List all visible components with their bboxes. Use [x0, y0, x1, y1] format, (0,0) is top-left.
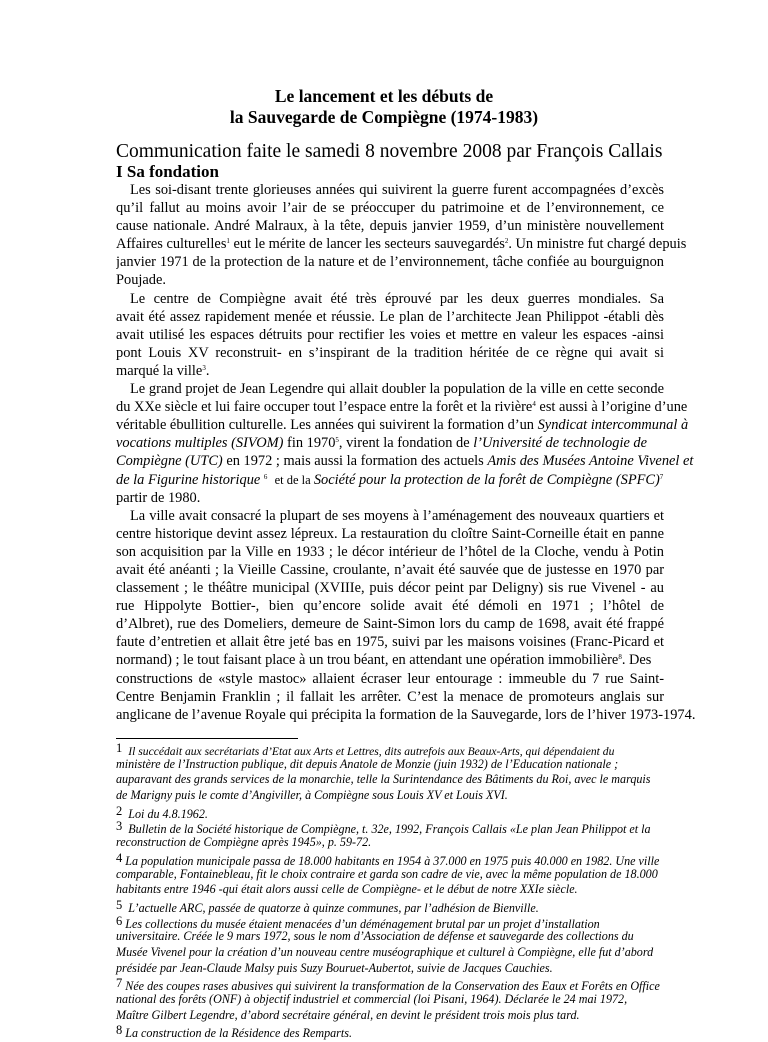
footnote-3 — [116, 819, 664, 835]
footnote-text: L’actuelle ARC, passée de quatorze à quinze communes, par l’adhésion de Bienville. — [128, 900, 539, 915]
p3-line-5 — [116, 452, 694, 470]
footnote-4 — [116, 851, 664, 867]
text-run: , virent la fondation de — [338, 435, 474, 452]
p3-line-2 — [116, 398, 688, 416]
p4-line-10: constructions de «style mastoc» allaient écraser leur entourage : immeuble du 7 rue Saint- — [116, 670, 664, 687]
footnote-5 — [116, 898, 664, 914]
footnote-ref: 8 — [618, 653, 622, 662]
p4-line-6: rue Hippolyte Bottier-, bien qu’encore solide avait été démoli en 1971 ; l’hôtel de — [116, 598, 664, 615]
title-line-1: Le lancement et les débuts de — [274, 86, 494, 106]
p1-line-2: qu’il fallut au moins avoir l’air de se préoccuper du patrimoine et de l’environnement, ce — [116, 200, 664, 217]
italic-run: Compiègne (UTC) — [116, 453, 223, 470]
footnote-text: Les collections du musée étaient menacées d’un déménagement brutal par un projet d’installation — [125, 916, 600, 931]
p3-line-3 — [116, 416, 689, 434]
p1-line-5: janvier 1971 de la protection de la nature et de l’environnement, tâche confiée au bourguignon — [116, 254, 664, 271]
p4-line-8: faute d’entretien et allait être jeté bas en 1975, suivi par les maisons voisines (Franc-Picard et — [116, 634, 664, 651]
text-run: . Un ministre fut chargé depuis — [508, 236, 687, 253]
footnote-number: 6 — [116, 913, 123, 928]
section-heading: I Sa fondation — [116, 162, 219, 181]
italic-run: l’Université de technologie de — [473, 435, 648, 452]
text-run: . Des — [621, 652, 652, 669]
footnote-ref: 3 — [202, 363, 206, 372]
text-run: . — [205, 362, 210, 379]
p1-line-1: Les soi-disant trente glorieuses années qui suivirent la guerre furent accompagnées d’excès — [130, 182, 664, 198]
p2-line-2: avait été assez rapidement menée et réussie. Le plan de l’architecte Jean Philippot -établi dès — [116, 308, 664, 325]
footnote-1-line: ministère de l’Instruction publique, dit depuis Anatole de Monzie (juin 1932) de l’Education nationale ; — [116, 756, 619, 771]
footnote-number: 7 — [116, 976, 123, 991]
footnote-text: La construction de la Résidence des Remparts. — [125, 1026, 352, 1041]
p3-line-6 — [116, 471, 664, 489]
text-run: et de la — [274, 472, 314, 487]
footnote-7 — [116, 976, 664, 992]
p1-line-6: Poujade. — [116, 272, 166, 289]
footnote-number: 8 — [116, 1023, 123, 1038]
text-run: en 1972 ; mais aussi la formation des actuels — [222, 453, 488, 470]
p4-line-3: son acquisition par la Ville en 1933 ; le décor intérieur de l’hôtel de la Cloche, vendu à Potin — [116, 543, 664, 560]
footnote-number: 3 — [116, 819, 123, 834]
footnote-ref: 6 — [263, 472, 268, 481]
footnote-1-line: de Marigny puis le comte d’Angiviller, à Compiègne sous Louis XV et Louis XVI. — [116, 788, 508, 803]
text-run: fin 1970 — [283, 435, 336, 452]
footnote-6-line: Musée Vivenel pour la création d’un nouveau centre muséographique et culturel à Compiègne, elle fut d’abord — [116, 944, 654, 959]
italic-run: Amis des Musées Antoine Vivenel et — [487, 453, 694, 470]
footnote-ref: 2 — [504, 237, 509, 246]
p1-line-4 — [116, 235, 687, 253]
text-run: eut le mérite de lancer les secteurs sauvegardés — [229, 236, 505, 253]
p3-line-7: partir de 1980. — [116, 489, 201, 506]
footnote-3-line: reconstruction de Compiègne après 1945», p. 59-72. — [116, 835, 372, 850]
p4-line-12: anglicane de l’avenue Royale qui précipita la formation de la Sauvegarde, lors de l’hiver 1973-1974. — [116, 706, 696, 723]
text-run: est aussi à l’origine d’une — [535, 399, 688, 416]
footnote-7-line: Maître Gilbert Legendre, d’abord secrétaire général, en devint le président trois mois plus tard. — [116, 1007, 580, 1022]
text-run: véritable ébullition culturelle. Les années qui suivirent la formation d’un — [116, 417, 538, 434]
footnote-4-line: comparable, Fontainebleau, fit le choix contraire et garda son cadre de vie, avec la même population de 18.000 — [116, 866, 658, 881]
footnote-text: Loi du 4.8.1962. — [128, 806, 208, 821]
text-run: du XXe siècle et lui faire occuper tout l’espace entre la forêt et la rivière — [116, 399, 533, 416]
footnote-number: 2 — [116, 803, 123, 818]
title-line-2: la Sauvegarde de Compiègne (1974-1983) — [229, 107, 539, 127]
p1-line-3: cause nationale. André Malraux, à la tête, depuis janvier 1959, d’un ministère nouvellement — [116, 218, 664, 235]
footnote-number: 5 — [116, 897, 123, 912]
communication-subtitle: Communication faite le samedi 8 novembre 2008 par François Callais — [116, 141, 663, 162]
p4-line-9 — [116, 651, 664, 669]
footnote-number: 4 — [116, 850, 123, 865]
p4-line-7: d’Albret), rue des Domeliers, demeure de Saint-Simon lors du camp de 1698, avait été frappé — [116, 616, 664, 633]
italic-run: Société pour la protection de la forêt de Compiègne (SPFC) — [313, 471, 660, 488]
footnote-ref: 4 — [532, 400, 536, 409]
p2-line-4: pont Louis XV reconstruit- en s’inspirant de la tradition héritée de ce règne qui avait si — [116, 344, 664, 361]
footnote-text: La population municipale passa de 18.000 habitants en 1954 à 37.000 en 1975 puis 40.000 en 1982. Une ville — [125, 853, 660, 868]
footnote-1 — [116, 741, 664, 757]
text-run: Affaires culturelles — [116, 236, 227, 253]
p3-line-4 — [116, 434, 664, 452]
p4-line-2: centre historique devint assez lépreux. La restauration du cloître Saint-Corneille était en panne — [116, 525, 664, 542]
text-run: marqué la ville — [116, 362, 203, 379]
footnote-text: Bulletin de la Société historique de Compiègne, t. 32e, 1992, François Callais «Le plan Jean Philippot et la — [128, 822, 651, 837]
footnote-text: Née des coupes rases abusives qui suivirent la transformation de la Conservation des Eaux et Forêts en Office — [125, 979, 660, 994]
p4-line-4: avait été anéanti ; la Vieille Cassine, croulante, n’avait été sauvée que de justesse en 1970 par — [116, 561, 664, 578]
footnote-ref: 5 — [335, 436, 339, 445]
footnote-text: Il succédait aux secrétariats d’Etat aux Arts et Lettres, dits autrefois aux Beaux-Arts, qui dépendaient du — [128, 745, 615, 758]
p4-line-11: Centre Benjamin Franklin ; il fallait les arrêter. C’est la menace de promoteurs anglais sur — [116, 688, 664, 705]
italic-run: vocations multiples (SIVOM) — [116, 435, 284, 452]
p3-line-1: Le grand projet de Jean Legendre qui allait doubler la population de la ville en cette seconde — [130, 381, 664, 398]
footnote-ref: 1 — [226, 237, 230, 246]
footnotes — [116, 741, 664, 1039]
footnote-4-line: habitants entre 1946 -qui était alors aussi celle de Compiègne- et le début de notre XXIe siècle. — [116, 882, 578, 897]
p4-line-5: classement ; le théâtre municipal (XVIIIe, puis décor peint par Deligny) sis rue Vivenel - au — [116, 580, 664, 597]
italic-run: Syndicat intercommunal à — [537, 417, 689, 434]
p2-line-5 — [116, 362, 664, 380]
body-text — [116, 181, 696, 724]
footnote-6-line: universitaire. Créée le 9 mars 1972, sous le nom d’Association de défense et sauvegarde des collections du — [116, 929, 634, 944]
p4-line-1: La ville avait consacré la plupart de ses moyens à l’aménagement des nouveaux quartiers et — [130, 507, 664, 524]
p2-line-1: Le centre de Compiègne avait été très éprouvé par les deux guerres mondiales. Sa — [130, 290, 664, 307]
footnote-number: 1 — [116, 741, 123, 755]
footnote-ref: 7 — [659, 472, 664, 481]
footnote-6 — [116, 914, 664, 930]
footnote-1-line: auparavant des grands services de la monarchie, telle la Surintendance des Bâtiments du Roi, avec le marquis — [116, 772, 651, 787]
footnote-separator — [116, 738, 298, 739]
p2-line-3: avait utilisé les espaces détruits pour rectifier les voies et mettre en valeur les espaces -ainsi — [116, 326, 664, 343]
footnote-8 — [116, 1023, 664, 1039]
text-run: normand) ; le tout faisant place à un trou béant, en attendant une opération immobilière — [116, 652, 619, 669]
footnote-7-line: national des forêts (ONF) à objectif industriel et commercial (loi Pisani, 1964). Déclarée le 24 mai 1972, — [116, 992, 628, 1006]
italic-run: de la Figurine historique — [116, 471, 261, 488]
footnote-6-line: présidée par Jean-Claude Malsy puis Suzy Bouruet-Aubertot, suivie de Jacques Cauchies. — [116, 960, 553, 975]
footnote-2 — [116, 804, 664, 820]
